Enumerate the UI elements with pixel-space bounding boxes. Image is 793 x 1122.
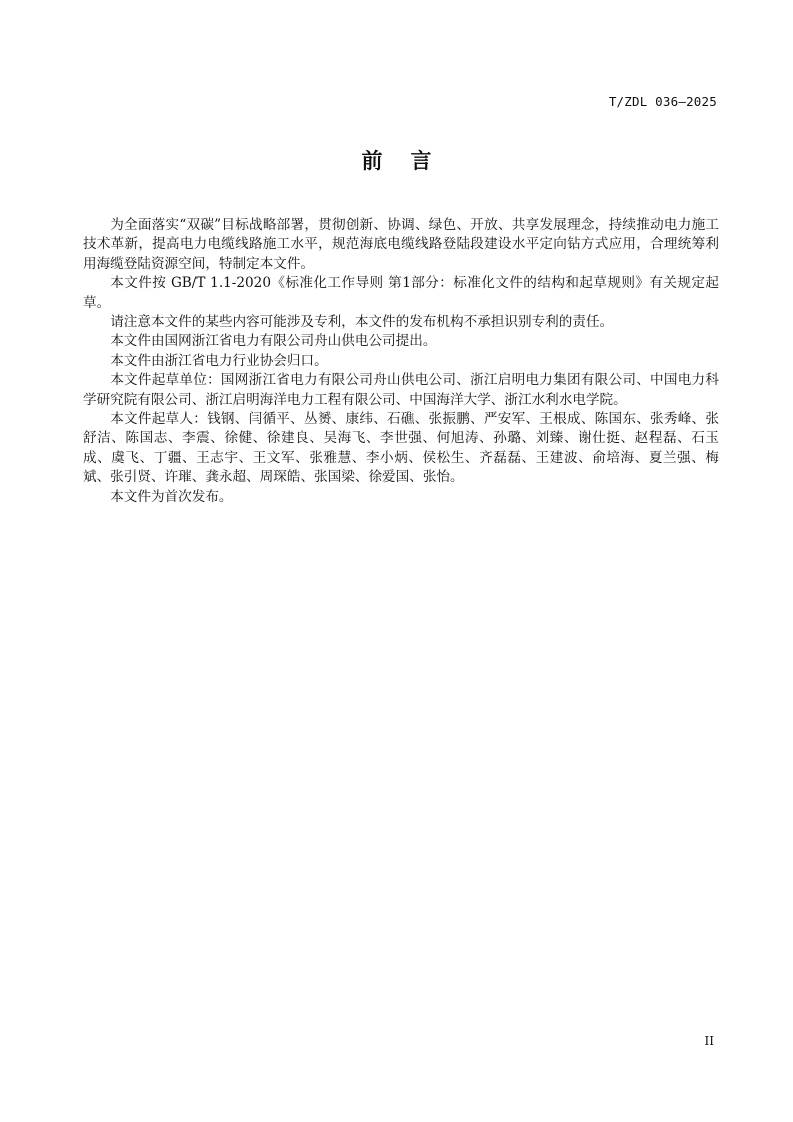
foreword-body bbox=[83, 216, 719, 507]
paragraph-patent-notice: 请注意本文件的某些内容可能涉及专利，本文件的发布机构不承担识别专利的责任。 bbox=[110, 314, 614, 331]
paragraph-drafters: 本文件起草人：钱钢、闫循平、丛赟、康纬、石礁、张振鹏、严安军、王根成、陈国东、张秀峰、张舒洁、陈国志、李震、徐健、徐建良、吴海飞、李世强、何旭涛、孙璐、刘臻、谢仕挺、赵程磊、石玉成、虞飞、丁疆、王志宇、王文军、张雅慧、李小炳、侯松生、齐磊磊、王建波、俞培海、夏兰强、梅斌、张引贤、许璀、龚永超、周琛皓、张国梁、徐爱国、张怡。 bbox=[83, 411, 719, 486]
paragraph-drafting-units: 本文件起草单位：国网浙江省电力有限公司舟山供电公司、浙江启明电力集团有限公司、中国电力科学研究院有限公司、浙江启明海洋电力工程有限公司、中国海洋大学、浙江水利水电学院。 bbox=[83, 372, 719, 408]
page-title: 前言 bbox=[361, 149, 460, 173]
paragraph-proposer: 本文件由国网浙江省电力有限公司舟山供电公司提出。 bbox=[110, 333, 437, 350]
paragraph-administrator: 本文件由浙江省电力行业协会归口。 bbox=[110, 352, 328, 369]
paragraph-first-release: 本文件为首次发布。 bbox=[110, 488, 233, 505]
document-code: T/ZDL 036—2025 bbox=[608, 94, 717, 109]
paragraph-drafting-rules: 本文件按 GB/T 1.1-2020《标准化工作导则 第1部分：标准化文件的结构和起草规则》有关规定起草。 bbox=[83, 275, 719, 311]
page-number: II bbox=[704, 1034, 714, 1048]
paragraph-purpose: 为全面落实“双碳”目标战略部署，贯彻创新、协调、绿色、开放、共享发展理念，持续推动电力施工技术革新，提高电力电缆线路施工水平，规范海底电缆线路登陆段建设水平定向钻方式应用，合理统筹利用海缆登陆资源空间，特制定本文件。 bbox=[83, 217, 719, 272]
